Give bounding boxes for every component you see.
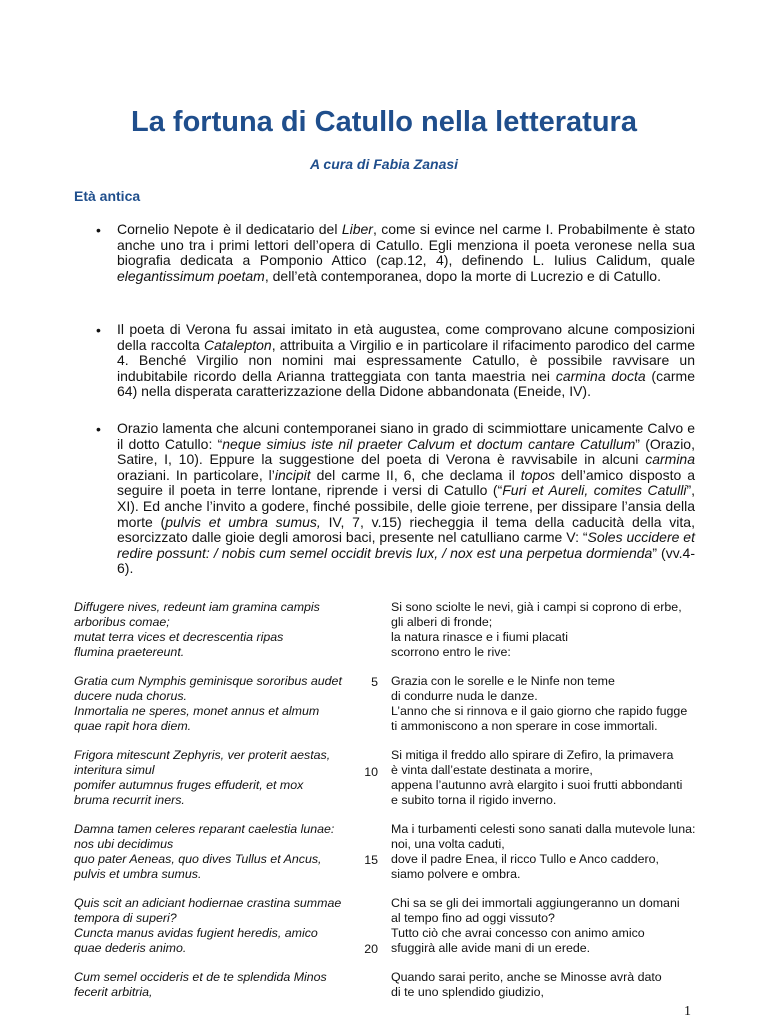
verse-line: nos ubi decidimus	[74, 837, 174, 851]
stanza	[74, 822, 364, 882]
italic-text: neque simius iste nil praeter Calvum et doctum cantare Catullum	[222, 435, 636, 452]
verse-line: L’anno che si rinnova e il gaio giorno che rapido fugge	[391, 704, 688, 718]
verse-line: flumina praetereunt.	[74, 645, 185, 659]
text-segment: Cornelio Nepote è il dedicatario del	[117, 221, 342, 237]
italic-text: elegantissimum poetam	[117, 267, 265, 284]
verse-line: Cuncta manus avidas fugient heredis, amico	[74, 926, 318, 940]
verse-line: dove il padre Enea, il ricco Tullo e Anco caddero,	[391, 852, 659, 866]
line-number: 15	[364, 853, 378, 867]
text-segment: del carme II, 6, che declama il	[310, 466, 521, 483]
stanza	[391, 748, 721, 808]
verse-line: mutat terra vices et decrescentia ripas	[74, 630, 284, 644]
text-segment: Il poeta di Verona fu assai imitato in età augustea, come comprovano alcune composizioni della raccolta	[117, 321, 695, 353]
verse-line: pomifer autumnus fruges effuderit, et mox	[74, 778, 304, 792]
verse-line: appena l’autunno avrà elargito i suoi frutti abbondanti	[391, 778, 683, 792]
verse-line: Si sono sciolte le nevi, già i campi si coprono di erbe,	[391, 600, 682, 614]
text-segment: dell’amico disposto a seguire il poeta in terre lontane, riprende i versi di Catullo (“	[117, 466, 695, 499]
text-segment: ”, XI). Ed anche l’invito a godere, finché possibile, delle gioie terrene, per dissipare l’ansia della morte (	[117, 482, 695, 530]
text-segment: IV, 7, v.15) riecheggia il tema della caducità della vita, esorcizzato dalle gioie degli amorosi baci, presente nel catulliano carme V: “	[117, 513, 695, 546]
italic-text: Furi et Aureli, comites Catulli	[502, 482, 687, 499]
verse-line: Gratia cum Nymphis geminisque sororibus audet	[74, 674, 342, 688]
stanza	[74, 896, 364, 956]
stanza	[391, 600, 721, 660]
verse-line: fecerit arbitria,	[74, 985, 153, 999]
line-number: 5	[371, 675, 378, 689]
verse-line: di te uno splendido giudizio,	[391, 985, 544, 999]
latin-poem	[74, 600, 364, 1014]
bullet-icon: •	[96, 322, 101, 338]
verse-line: pulvis et umbra sumus.	[74, 867, 202, 881]
verse-line: quae dederis animo.	[74, 941, 187, 955]
line-number: 20	[364, 942, 378, 956]
italic-text: Soles uccidere et redire possunt: / nobis cum semel occidit brevis lux, / nox est una perpetua dormienda	[117, 529, 695, 561]
paragraph-orazio	[117, 421, 695, 577]
verse-line: Frigora mitescunt Zephyris, ver proterit aestas,	[74, 748, 331, 762]
paragraph-nepote	[117, 222, 695, 284]
stanza	[74, 600, 364, 660]
stanza	[391, 896, 721, 956]
verse-line: tempora di superi?	[74, 911, 177, 925]
verse-line: Si mitiga il freddo allo spirare di Zefiro, la primavera	[391, 748, 674, 762]
verse-line: arboribus comae;	[74, 615, 170, 629]
verse-line: al tempo fino ad oggi vissuto?	[391, 911, 555, 925]
verse-line: quae rapit hora diem.	[74, 719, 192, 733]
text-segment: , dell’età contemporanea, dopo la morte di Lucrezio e di Catullo.	[264, 267, 661, 284]
stanza	[391, 822, 721, 882]
verse-line: e subito torna il rigido inverno.	[391, 793, 557, 807]
stanza	[391, 970, 721, 1000]
author-subtitle: A cura di Fabia Zanasi	[309, 156, 459, 172]
verse-line: gli alberi di fronde;	[391, 615, 493, 629]
stanza	[74, 674, 364, 734]
italic-text: topos	[520, 466, 556, 483]
section-heading: Età antica	[74, 188, 141, 204]
verse-line: siamo polvere e ombra.	[391, 867, 521, 881]
verse-line: Diffugere nives, redeunt iam gramina campis	[74, 600, 320, 614]
italic-text: Catalepton	[204, 336, 272, 353]
verse-line: ducere nuda chorus.	[74, 689, 187, 703]
stanza	[74, 970, 364, 1000]
bullet-icon: •	[96, 222, 101, 238]
verse-line: sfuggirà alle avide mani di un erede.	[391, 941, 591, 955]
stanza	[391, 674, 721, 734]
verse-line: Grazia con le sorelle e le Ninfe non teme	[391, 674, 615, 688]
verse-line: Quis scit an adiciant hodiernae crastina summae	[74, 896, 342, 910]
text-segment: ” (vv.4-6).	[117, 544, 696, 577]
verse-line: scorrono entro le rive:	[391, 645, 511, 659]
stanza	[74, 748, 364, 808]
page-title: La fortuna di Catullo nella letteratura	[131, 106, 637, 138]
verse-line: bruma recurrit iners.	[74, 793, 185, 807]
italic-text: incipit	[274, 466, 311, 483]
verse-line: quo pater Aeneas, quo dives Tullus et Ancus,	[74, 852, 322, 866]
verse-line: Ma i turbamenti celesti sono sanati dalla mutevole luna:	[391, 822, 696, 836]
verse-line: la natura rinasce e i fiumi placati	[391, 630, 568, 644]
italic-text: pulvis et umbra sumus,	[165, 513, 321, 530]
line-number: 10	[364, 765, 378, 779]
verse-line: Damna tamen celeres reparant caelestia lunae:	[74, 822, 335, 836]
verse-line: Quando sarai perito, anche se Minosse avrà dato	[391, 970, 662, 984]
text-segment: oraziani. In particolare, l’	[117, 466, 275, 483]
text-segment: , attribuita a Virgilio e in particolare il rifacimento parodico del carme 4. Benché Virgilio non nomini mai espressamente Catullo, è possibile ravvisare un indubitabile ricordo della Arianna tratteggiata con tanta maestria nei	[117, 336, 695, 384]
bullet-icon: •	[96, 421, 101, 437]
verse-line: è vinta dall’estate destinata a morire,	[391, 763, 593, 777]
verse-line: Tutto ciò che avrai concesso con animo amico	[391, 926, 645, 940]
verse-line: noi, una volta caduti,	[391, 837, 505, 851]
verse-line: di condurre nuda le danze.	[391, 689, 538, 703]
verse-line: ti ammoniscono a non sperare in cose immortali.	[391, 719, 658, 733]
italian-translation	[391, 600, 721, 1014]
text-segment: (carme 64) nella disperata caratterizzazione della Didone abbandonata (Eneide, IV).	[117, 367, 695, 400]
verse-line: Inmortalia ne speres, monet annus et almum	[74, 704, 320, 718]
verse-line: interitura simul	[74, 763, 155, 777]
verse-line: Chi sa se gli dei immortali aggiungeranno un domani	[391, 896, 680, 910]
paragraph-virgilio	[117, 322, 695, 400]
page-number: 1	[684, 1004, 691, 1019]
italic-text: carmina	[645, 451, 695, 468]
italic-text: Liber	[341, 221, 373, 237]
verse-line: Cum semel occideris et de te splendida Minos	[74, 970, 327, 984]
text-segment: Orazio lamenta che alcuni contemporanei siano in grado di scimmiottare unicamente Calvo e il dotto Catullo: “	[117, 420, 695, 452]
italic-text: carmina docta	[555, 367, 646, 384]
text-segment: ” (Orazio, Satire, I, 10). Eppure la suggestione del poeta di Verona è ravvisabile in alcuni	[117, 435, 695, 468]
text-segment: , come si evince nel carme I. Probabilmente è stato anche uno tra i primi lettori dell’opera di Catullo. Egli menziona il poeta veronese nella sua biografia dedicata a Pomponio Attico (cap.12, 4), definendo L. Iulius Calidum, quale	[117, 221, 695, 269]
